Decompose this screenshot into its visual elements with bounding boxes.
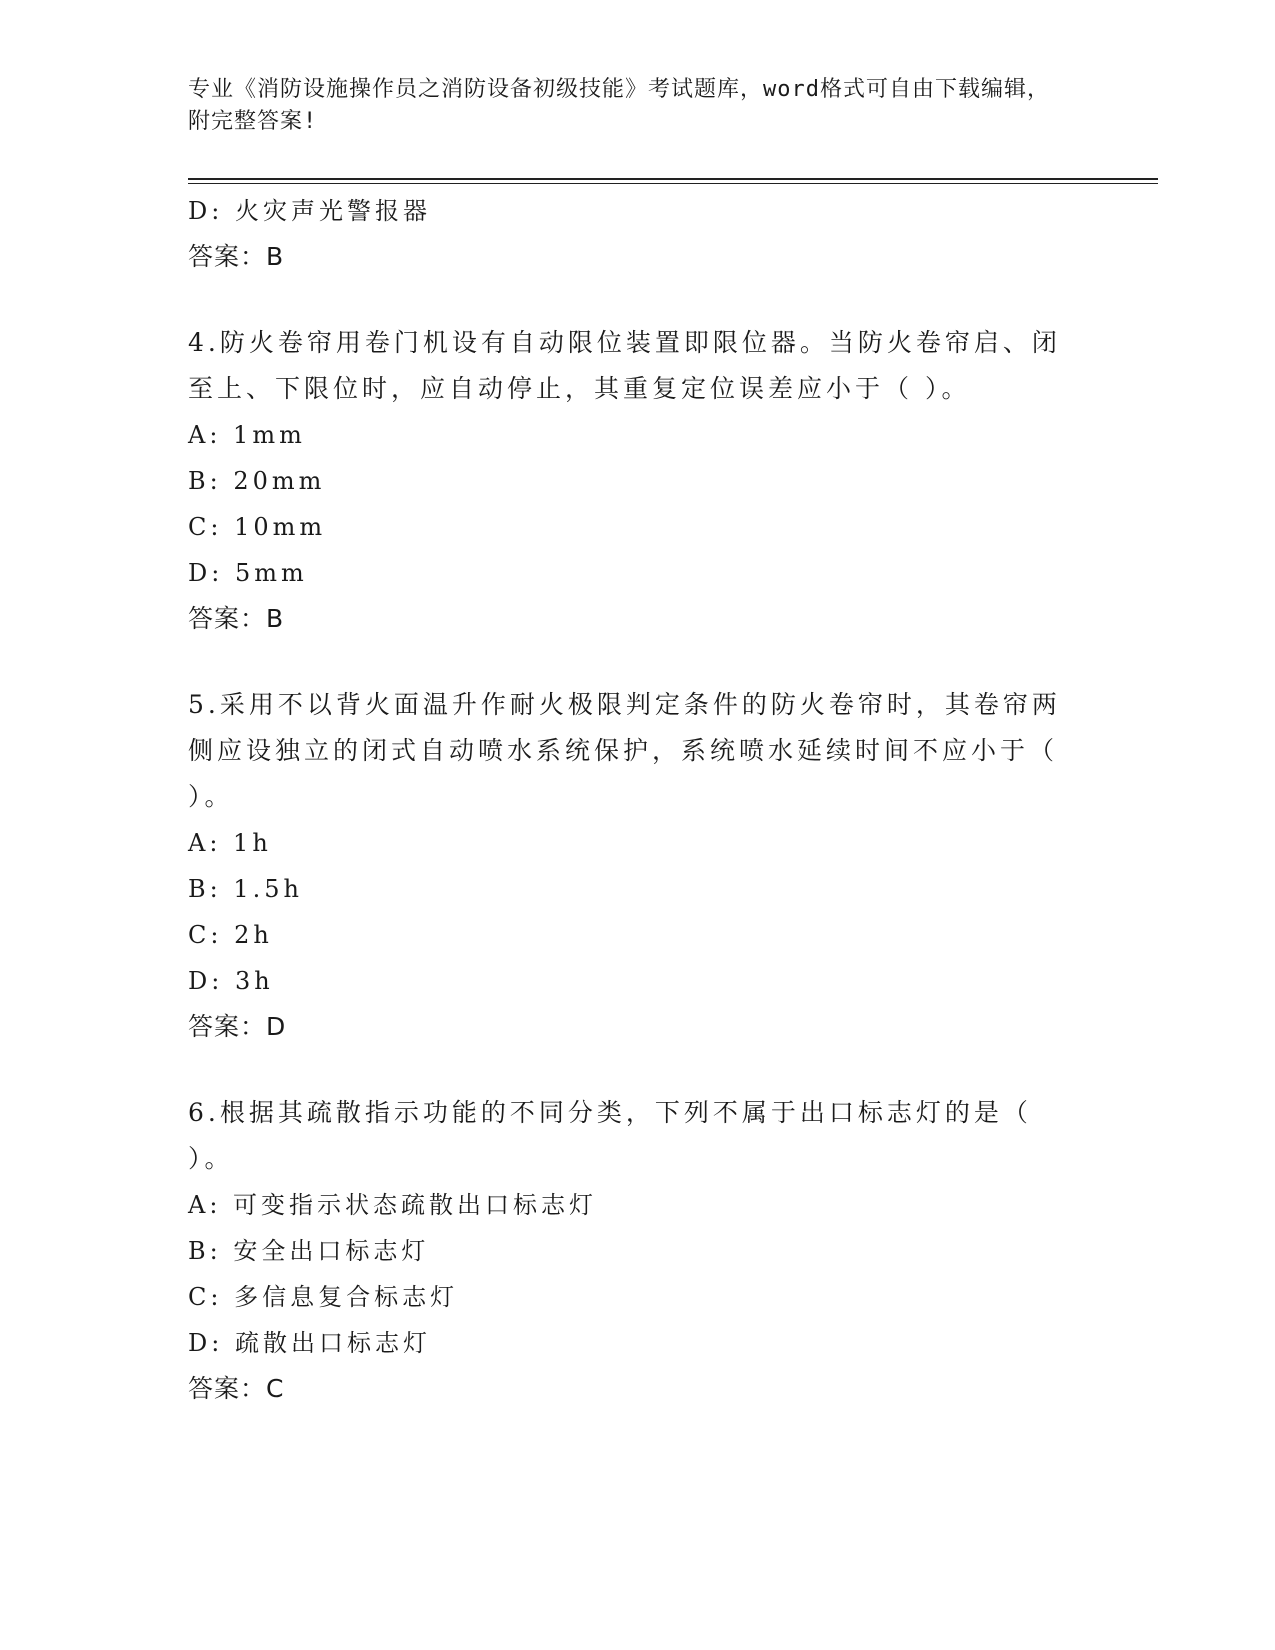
page-header: 专业《消防设施操作员之消防设备初级技能》考试题库，word格式可自由下载编辑，附完整答案! [188, 77, 1050, 134]
question-stem-line: 至上、下限位时，应自动停止，其重复定位误差应小于（ ）。 [188, 374, 971, 403]
header-rule-thin [188, 183, 1158, 184]
document-body [188, 188, 1068, 1412]
option-d: D: 疏散出口标志灯 [188, 1329, 431, 1357]
question-stem-line: 5.采用不以背火面温升作耐火极限判定条件的防火卷帘时，其卷帘两 [188, 690, 1061, 719]
option-a: A: 1h [188, 829, 272, 857]
option-c: C: 10mm [188, 513, 327, 541]
question-stem-line: 侧应设独立的闭式自动喷水系统保护，系统喷水延续时间不应小于（ [188, 736, 1059, 765]
option-a: A: 1mm [188, 421, 306, 449]
answer: 答案：B [188, 604, 285, 633]
question-stem-line: 6.根据其疏散指示功能的不同分类，下列不属于出口标志灯的是（ [188, 1098, 1032, 1127]
option-c: C: 2h [188, 921, 273, 949]
question-stem-line: ）。 [188, 1144, 234, 1173]
option-b: B: 1.5h [188, 875, 303, 903]
option-d: D: 火灾声光警报器 [188, 197, 431, 225]
header-rule-thick [188, 178, 1158, 180]
answer: 答案：D [188, 1012, 287, 1041]
question-stem-line: 4.防火卷帘用卷门机设有自动限位装置即限位器。当防火卷帘启、闭 [188, 328, 1061, 357]
option-c: C: 多信息复合标志灯 [188, 1283, 459, 1311]
answer: 答案：B [188, 242, 285, 271]
option-a: A: 可变指示状态疏散出口标志灯 [188, 1191, 598, 1219]
answer: 答案：C [188, 1374, 285, 1403]
question-5 [188, 682, 1068, 1050]
question-4 [188, 320, 1068, 642]
option-b: B: 安全出口标志灯 [188, 1237, 430, 1265]
question-6 [188, 1090, 1068, 1412]
previous-question-tail [188, 188, 1068, 280]
question-stem-line: ）。 [188, 782, 234, 811]
option-b: B: 20mm [188, 467, 326, 495]
option-d: D: 3h [188, 967, 274, 995]
option-d: D: 5mm [188, 559, 308, 587]
